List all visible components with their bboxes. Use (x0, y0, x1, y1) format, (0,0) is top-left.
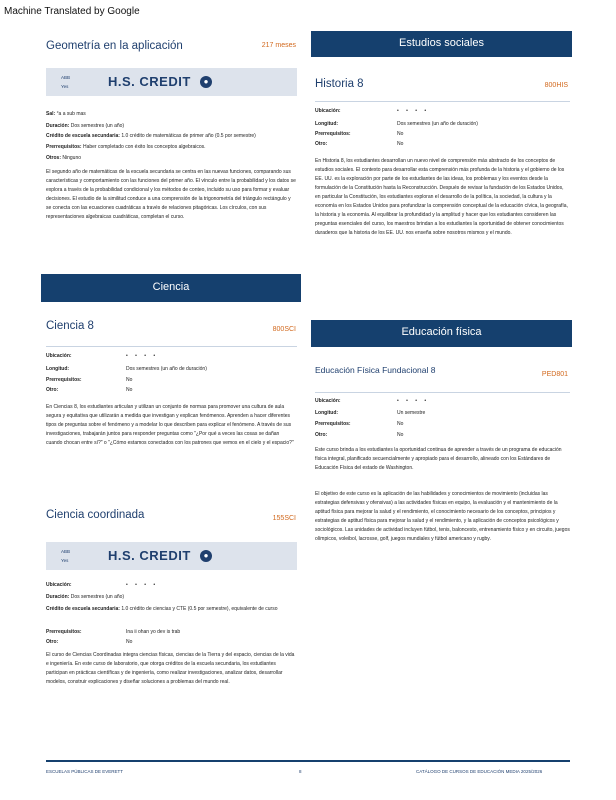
machine-translated-banner: Machine Translated by Google (4, 6, 140, 17)
credit-label: Yes (61, 558, 69, 563)
hs-credit-banner (46, 542, 297, 570)
course-description: En Ciencias 8, los estudiantes articulan y utilizan un conjunto de normas para promover una cultura de aula segura y equitativa que utilizarán a medida que investigan y explican fenómenos. Aprenden a hacer diferentes tipos de preguntas sobre el fenómeno y a modelar lo que describen para explicar el fenómeno. A través de sus investigaciones, trabajarán juntos para responder preguntas como "¿Por qué a veces las cosas se dañan cuando chocan entre sí?" o "¿Cómo estamos conectados con los patrones que vemos en el cielo y el espacio?" (46, 404, 294, 446)
hs-credit-logo: H.S. CREDIT (108, 74, 191, 89)
divider (315, 101, 570, 102)
graduation-cap-icon: ● (200, 76, 212, 88)
info-row: Otro: No (46, 639, 133, 645)
info-row: Crédito de escuela secundaria: 1.0 crédito de ciencias y CTE (0.5 por semestre), equivalente de curso (46, 606, 278, 612)
divider (315, 392, 570, 393)
info-row: Prerrequisitos: No (315, 131, 404, 137)
course-code-ciencia-coordinada: 155SCI (272, 515, 296, 522)
course-title-ciencia-coordinada: Ciencia coordinada (46, 509, 145, 521)
info-row: Prerrequisitos: Ina ii ohan yo dev is trab (46, 629, 181, 635)
credit-label: Yes (61, 84, 69, 89)
course-title-historia-8: Historia 8 (315, 78, 364, 90)
info-row: Ubicación: • • • • (315, 398, 430, 404)
footer-catalog: CATÁLOGO DE CURSOS DE EDUCACIÓN MEDIA 2025/2026 (416, 769, 543, 774)
info-row: Otro: No (315, 141, 404, 147)
info-row: Longitud: Un semestre (315, 410, 426, 416)
course-code-geometria: 217 meses (261, 42, 296, 49)
course-code-historia-8: 800HIS (544, 82, 568, 89)
info-row: Ubicación: • • • • (315, 108, 430, 114)
footer-school: ESCUELAS PÚBLICAS DE EVERETT (46, 769, 124, 774)
course-title-educacion-fisica: Educación Física Fundacional 8 (315, 365, 436, 375)
info-row: Ubicación: • • • • (46, 353, 159, 359)
info-row: Longitud: Dos semestres (un año de duración) (315, 121, 478, 127)
footer-rule (46, 760, 570, 762)
section-header-estudios-sociales: Estudios sociales (311, 31, 572, 57)
info-row: Prerrequisitos: Haber completado con éxito los conceptos algebraicos. (46, 144, 206, 150)
page-number: 8 (299, 769, 302, 774)
section-header-educacion-fisica: Educación física (311, 320, 572, 347)
info-row: Prerrequisitos: No (315, 421, 404, 427)
course-description: El curso de Ciencias Coordinadas integra ciencias físicas, ciencias de la Tierra y del espacio, ciencias de la vida e ingeniería. En este curso de laboratorio, que otorga créditos de la escuela secundaria, los estudiantes participan en prácticas científicas y de ingeniería, como realizar investigaciones, analizar datos, desarrollar modelos, construir explicaciones y diseñar soluciones a problemas del mundo real. (46, 652, 295, 685)
hs-credit-banner (46, 68, 297, 96)
graduation-cap-icon: ● (200, 550, 212, 562)
info-row: Otro: No (315, 432, 404, 438)
info-row: Prerrequisitos: No (46, 377, 133, 383)
course-description: El segundo año de matemáticas de la escuela secundaria se centra en las nuevas funciones, comparando sus características y comportamiento con las funciones del primer año. El vínculo entre la probabilidad y los datos se explora a través de la probabilidad condicional y los métodos de conteo, incluido su uso para formar y evaluar decisiones. El estudio de la similitud conduce a una comprensión de la trigonometría del triángulo rectángulo y se conecta con las ecuaciones cuadráticas a través de relaciones pitagóricas. Los círculos, con sus representaciones algebraicas cuadráticas, completan el curso. (46, 169, 296, 220)
info-row: Sal: °a a sub mas (46, 111, 86, 117)
course-title-ciencia-8: Ciencia 8 (46, 320, 94, 332)
info-row: Ubicación: • • • • (46, 582, 159, 588)
course-description: Este curso brinda a los estudiantes la oportunidad continua de aprender a través de un programa de educación física integral, planificado secuencialmente y apropiado para el desarrollo, alineado con los Estándares de Educación Física del estado de Washington. (315, 447, 562, 471)
hs-credit-logo: H.S. CREDIT (108, 548, 191, 563)
info-row: Otro: No (46, 387, 133, 393)
divider (46, 346, 297, 347)
course-code-ciencia-8: 800SCI (272, 326, 296, 333)
info-row: Longitud: Dos semestres (un año de duración) (46, 366, 207, 372)
info-row: Duración: Dos semestres (un año) (46, 594, 125, 600)
course-title-geometria: Geometría en la aplicación (46, 40, 183, 52)
credit-label: ABB (61, 549, 71, 554)
info-row: Otros: Ninguno (46, 155, 82, 161)
section-header-ciencia: Ciencia (41, 274, 301, 302)
course-code-educacion-fisica: PED801 (541, 371, 568, 378)
info-row: Crédito de escuela secundaria: 1.0 crédito de matemáticas de primer año (0.5 por semestre) (46, 133, 256, 139)
credit-label: ABB (61, 75, 71, 80)
course-description: En Historia 8, los estudiantes desarrollan un nuevo nivel de comprensión más abstracto de los conceptos de estudios sociales. El contexto para desarrollar esta comprensión más profunda de la historia y el gobierno de los EE. UU. es la exploración por parte de los estudiantes de las ideas, los problemas y los eventos desde la formulación de la Constitución hasta la Reconstrucción. Después de revisar la fundación de los Estados Unidos, en particular la Constitución, los estudiantes exploran el desarrollo de la política, la sociedad, la cultura y la economía en los Estados Unidos para profundizar la comprensión conceptual de la educación cívica, la geografía, la historia y la economía. Al equilibrar la profundidad y la amplitud y hacer que los estudiantes consideren las preguntas esenciales del curso, los maestros brindan a los estudiantes la oportunidad de obtener conocimientos duraderos que la historia de los EE. UU. nos enseña sobre nosotros mismos y el mundo. (315, 158, 568, 236)
info-row: Duración: Dos semestres (un año) (46, 123, 125, 129)
course-description: El objetivo de este curso es la aplicación de las habilidades y conocimientos de movimiento (incluidas las estrategias defensivas y ofensivas) a las actividades físicas en equipo, la evaluación y el mantenimiento de la aptitud física para mejorar la salud y el rendimiento, el conocimiento necesario de los conceptos, principios y estrategias de aptitud física para mejorar la salud y el rendimiento, y la aplicación de conceptos psicológicos y sociológicos. Las unidades de actividad incluyen fútbol, tenis, baloncesto, entrenamiento físico y en circuito, juegos olímpicos, voleibol, lacrosse, golf, juegos mundiales y fútbol americano y rugby. (315, 491, 570, 542)
